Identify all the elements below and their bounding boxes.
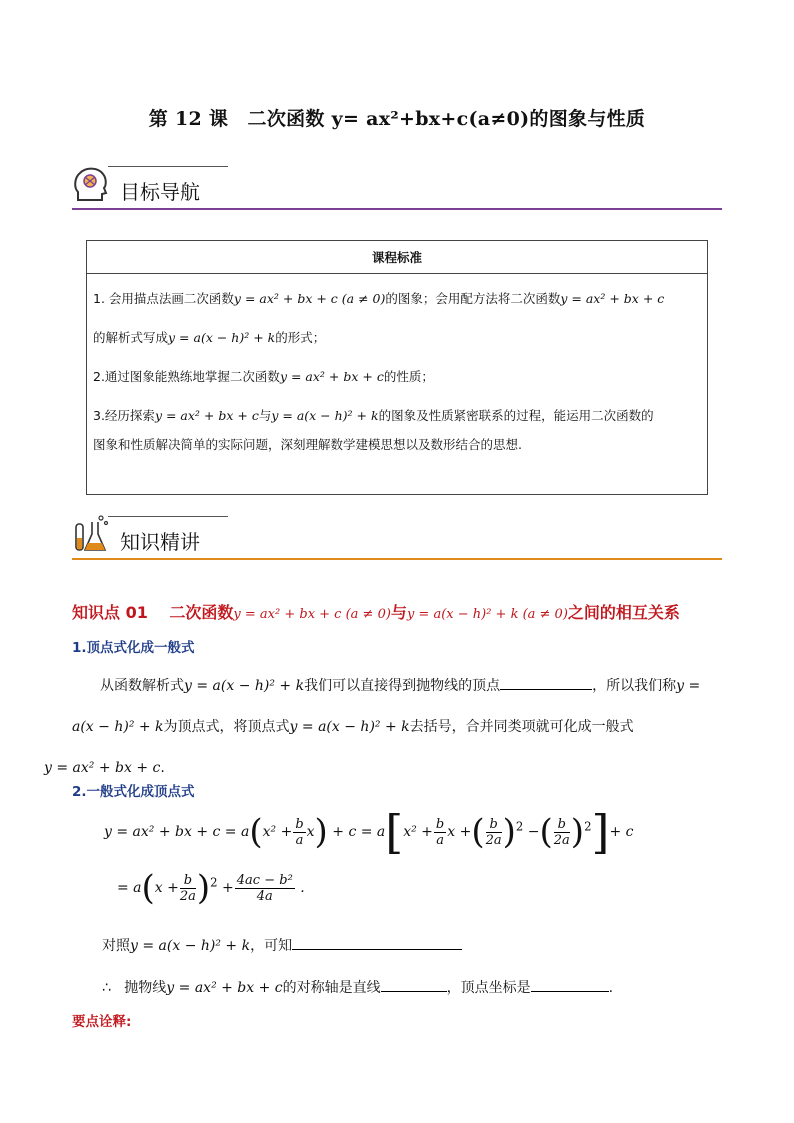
text: 3.经历探索	[93, 408, 155, 423]
text: 与	[390, 603, 407, 622]
flask-icon	[72, 514, 110, 554]
formula: y = a(x − h)² + k	[184, 678, 305, 694]
text: 的形式；	[275, 330, 326, 345]
formula: y = ax² + bx + c	[560, 291, 665, 306]
formula: y = ax² + bx + c (a ≠ 0)	[233, 291, 386, 306]
text: 知识点 01 二次函数	[72, 603, 234, 622]
text: 的图象及性质紧密联系的过程，能运用二次函数的	[378, 408, 654, 423]
standards-body	[87, 274, 708, 495]
section-rule	[72, 208, 722, 210]
head-icon	[72, 164, 110, 204]
text: 对照	[102, 938, 130, 954]
equation-line-2: = a(x + $\frac{b}{2a}$ )$^2$ + $\frac{\text{4ac − b²}}{4a}$ .	[117, 868, 305, 908]
text: ，顶点坐标是	[446, 980, 531, 996]
formula: y = a(x − h)² + k	[130, 938, 251, 954]
formula: y = a(x − h)² + k	[271, 408, 379, 423]
section-header-goals	[72, 164, 722, 210]
section-label: 知识精讲	[120, 530, 200, 554]
formula: y = ax² + bx + c	[166, 980, 283, 996]
text: 的解析式写成	[93, 330, 169, 345]
text: 与	[258, 408, 272, 423]
text: 为顶点式，将顶点式	[163, 719, 290, 735]
text: 的对称轴是直线	[282, 980, 381, 996]
formula: y = ax² + bx + c	[44, 760, 161, 776]
formula: y = a(x − h)² + k	[289, 719, 410, 735]
text: 2.通过图象能熟练地掌握二次函数	[93, 369, 280, 384]
formula: y = a(x − h)² + k (a ≠ 0)	[406, 607, 568, 622]
text: 从函数解析式	[100, 678, 184, 694]
knowledge-point-heading	[72, 600, 680, 623]
fill-blank[interactable]	[292, 949, 462, 950]
table-header: 课程标准	[87, 241, 708, 274]
section-label: 目标导航	[120, 180, 200, 204]
formula: y = ax² + bx + c	[154, 408, 259, 423]
standard-item-2	[93, 367, 699, 386]
text: 我们可以直接得到抛物线的顶点	[304, 678, 501, 694]
text: 的图象；会用配方法将二次函数	[385, 291, 561, 306]
axis-line	[102, 977, 702, 997]
standard-item-1-cont	[93, 328, 699, 347]
formula: = a	[117, 880, 142, 896]
text: 图象和性质解决简单的实际问题，深刻理解数学建模思想以及数形结合的思想.	[93, 437, 522, 452]
formula: y = ax² + bx + c	[279, 369, 384, 384]
header-decoration-line	[108, 516, 228, 517]
section-rule	[72, 558, 722, 560]
standard-item-3	[93, 406, 699, 425]
formula: y = a(x − h)² + k	[168, 330, 276, 345]
standard-item-1	[93, 289, 699, 308]
text: 去括号，合并同类项就可化成一般式	[409, 719, 634, 735]
text: 抛物线	[124, 980, 167, 996]
standards-table	[86, 240, 708, 495]
formula: y = ax² + bx + c (a ≠ 0)	[233, 607, 391, 622]
fill-blank[interactable]	[531, 991, 609, 992]
fill-blank[interactable]	[381, 991, 447, 992]
text: ，可知	[250, 938, 293, 954]
compare-line	[102, 935, 702, 955]
formula: y = ax² + bx + c = a	[104, 824, 250, 840]
text: ，所以我们称	[592, 678, 677, 694]
page-title: 第 12 课 二次函数 y= ax²+bx+c(a≠0)的图象与性质	[148, 108, 646, 130]
text: 的性质；	[383, 369, 434, 384]
header-decoration-line	[108, 166, 228, 167]
paragraph-vertex-form	[44, 666, 722, 789]
equation-line-1: y = ax² + bx + c = a(x² + $\frac{b}{a}$ x) + c = a[x² + $\frac{b}{a}$ x +( $\frac{b}{2a}$ )$^2$ −( $\frac{b}{2a}$ )$^2$]+ c	[104, 805, 634, 859]
note-heading: 要点诠释:	[72, 1014, 132, 1030]
formula: y = a(x − h)² + k	[72, 678, 701, 735]
fill-blank[interactable]	[500, 689, 592, 690]
subheading-1: 1.顶点式化成一般式	[72, 640, 195, 656]
text: 1. 会用描点法画二次函数	[93, 291, 234, 306]
text: 之间的相互关系	[567, 603, 680, 622]
standard-item-3-cont	[93, 435, 699, 454]
subheading-2: 2.一般式化成顶点式	[72, 784, 195, 800]
text: .	[608, 980, 614, 996]
text: ∴	[102, 980, 111, 996]
section-header-knowledge	[72, 514, 722, 560]
text: .	[160, 760, 165, 776]
